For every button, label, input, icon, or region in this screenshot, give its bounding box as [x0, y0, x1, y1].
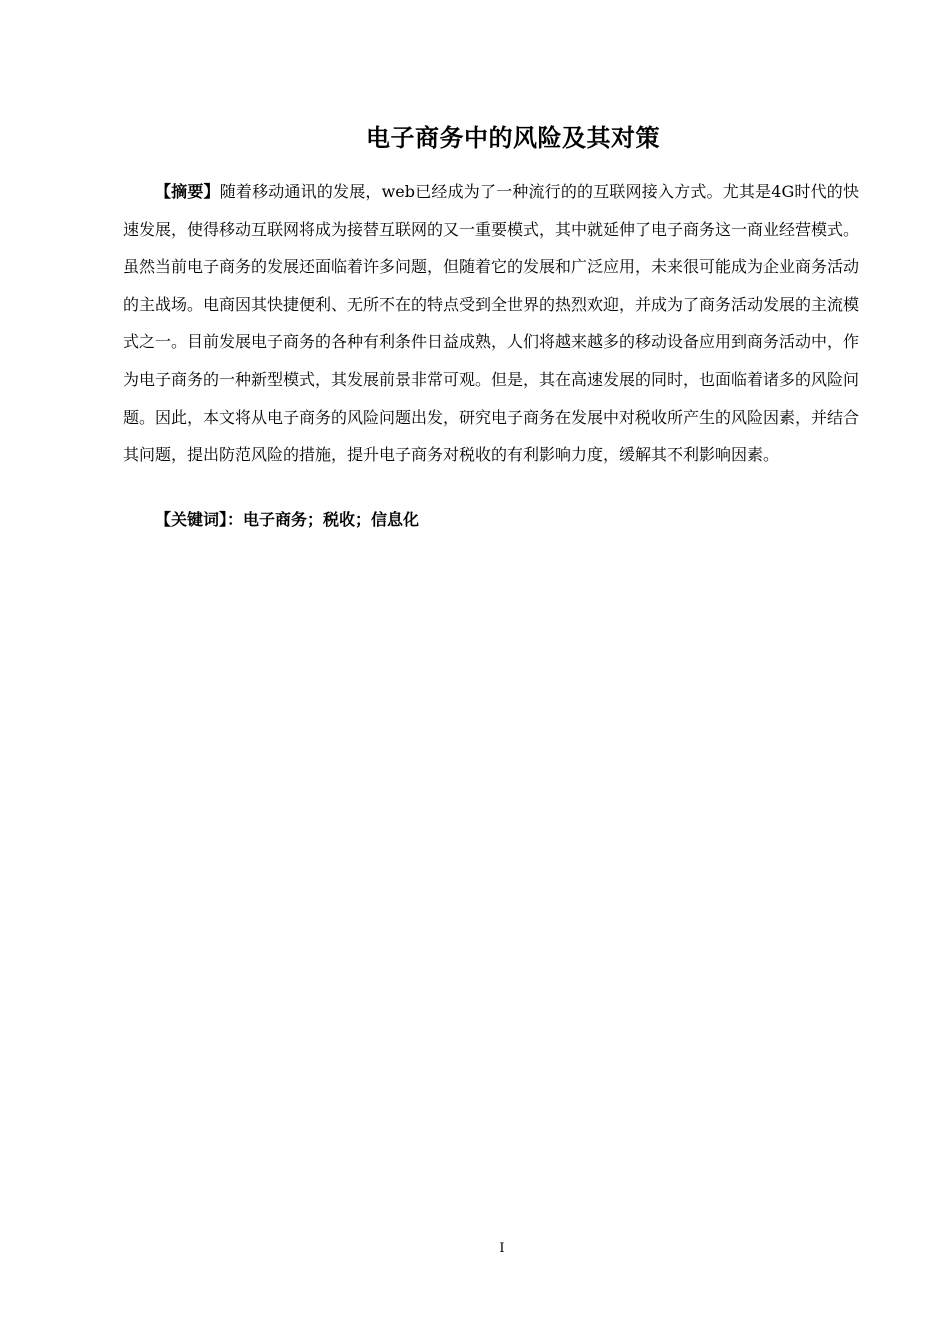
page-number: I	[499, 1241, 505, 1256]
abstract-paragraph	[123, 173, 859, 474]
document-title: 电子商务中的风险及其对策	[366, 124, 660, 152]
abstract-label: 【摘要】	[155, 182, 220, 201]
keywords-label: 【关键词】：	[155, 510, 244, 529]
abstract-text: 随着移动通讯的发展，web已经成为了一种流行的的互联网接入方式。尤其是4G时代的快速发展，使得移动互联网将成为接替互联网的又一重要模式，其中就延伸了电子商务这一商业经营模式。虽然当前电子商务的发展还面临着许多问题，但随着它的发展和广泛应用，未来很可能成为企业商务活动的主战场。电商因其快捷便利、无所不在的特点受到全世界的热烈欢迎，并成为了商务活动发展的主流模式之一。目前发展电子商务的各种有利条件日益成熟，人们将越来越多的移动设备应用到商务活动中，作为电子商务的一种新型模式，其发展前景非常可观。但是，其在高速发展的同时，也面临着诸多的风险问题。因此，本文将从电子商务的风险问题出发，研究电子商务在发展中对税收所产生的风险因素，并结合其问题，提出防范风险的措施，提升电子商务对税收的有利影响力度，缓解其不利影响因素。	[123, 182, 860, 465]
keywords-line	[123, 504, 859, 536]
keywords-text: 电子商务；税收；信息化	[243, 510, 420, 529]
